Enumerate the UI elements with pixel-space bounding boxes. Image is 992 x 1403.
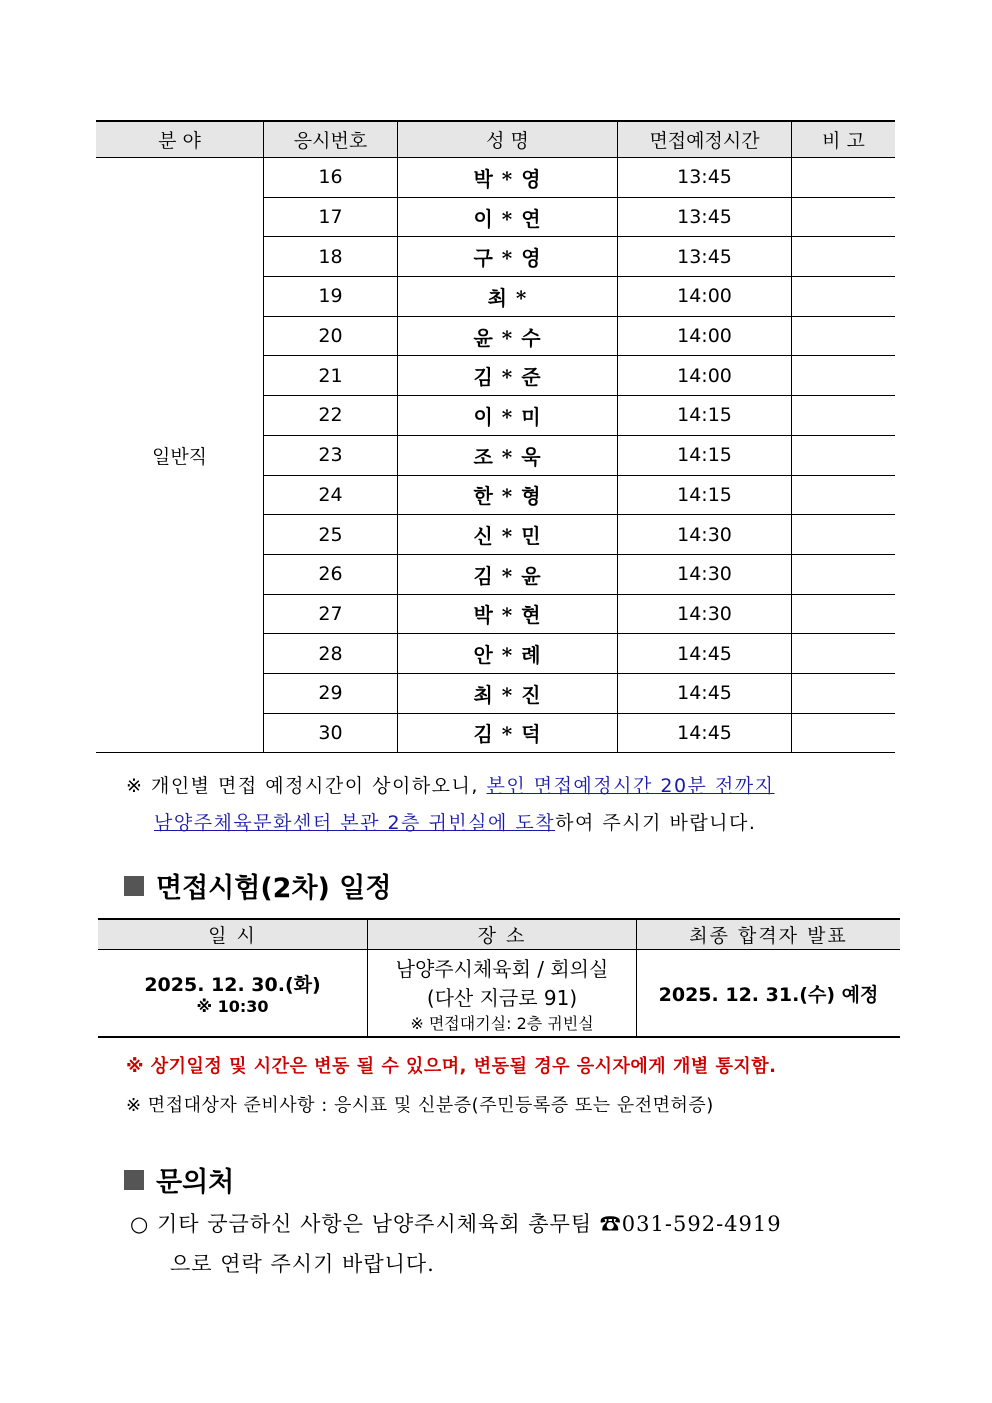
applicant-name: 구 * 영: [398, 237, 618, 277]
interview-time: 14:30: [618, 594, 792, 634]
remark: [792, 435, 896, 475]
header-field: 분 야: [96, 121, 264, 158]
change-warning: ※ 상기일정 및 시간은 변동 될 수 있으며, 변동될 경우 응시자에게 개별 통지함.: [126, 1056, 777, 1077]
interview-time: 14:30: [618, 554, 792, 594]
applicant-number: 29: [264, 673, 398, 713]
applicant-name: 김 * 덕: [398, 713, 618, 753]
interview-time: 13:45: [618, 158, 792, 198]
interview-time: 14:00: [618, 356, 792, 396]
applicant-number: 23: [264, 435, 398, 475]
applicant-number: 28: [264, 634, 398, 674]
applicant-number: 21: [264, 356, 398, 396]
interview-time: 14:15: [618, 475, 792, 515]
applicant-number: 30: [264, 713, 398, 753]
applicant-number: 24: [264, 475, 398, 515]
interview-time: 14:00: [618, 316, 792, 356]
place-line-3: ※ 면접대기실: 2층 귀빈실: [410, 1013, 594, 1033]
applicant-number: 26: [264, 554, 398, 594]
schedule-announce: 2025. 12. 31.(수) 예정: [637, 950, 901, 1038]
applicant-number: 19: [264, 277, 398, 317]
applicant-name: 이 * 미: [398, 396, 618, 436]
schedule-section-heading: [124, 866, 391, 905]
contact-line-1: ○ 기타 궁금하신 사항은 남양주시체육회 총무팀 ☎031-592-4919: [130, 1212, 782, 1236]
header-place: 장 소: [368, 919, 637, 950]
header-time: 면접예정시간: [618, 121, 792, 158]
interview-time: 14:30: [618, 515, 792, 555]
remark: [792, 277, 896, 317]
remark: [792, 673, 896, 713]
applicant-number: 17: [264, 197, 398, 237]
applicant-number: 22: [264, 396, 398, 436]
remark: [792, 634, 896, 674]
interview-time: 13:45: [618, 197, 792, 237]
remark: [792, 475, 896, 515]
square-bullet-icon: [124, 876, 144, 896]
remark: [792, 237, 896, 277]
applicant-name: 김 * 준: [398, 356, 618, 396]
applicant-name: 조 * 욱: [398, 435, 618, 475]
applicant-name: 박 * 영: [398, 158, 618, 198]
applicant-number: 16: [264, 158, 398, 198]
schedule-datetime: [98, 950, 368, 1038]
interview-time: 14:45: [618, 673, 792, 713]
applicant-number: 20: [264, 316, 398, 356]
applicant-name: 김 * 윤: [398, 554, 618, 594]
table-row: [96, 158, 895, 198]
remark: [792, 316, 896, 356]
applicant-number: 25: [264, 515, 398, 555]
header-datetime: 일 시: [98, 919, 368, 950]
interview-time: 14:45: [618, 713, 792, 753]
contact-line-2: 으로 연락 주시기 바랍니다.: [170, 1252, 435, 1276]
applicant-number: 18: [264, 237, 398, 277]
interview-time: 14:15: [618, 396, 792, 436]
arrival-notice: [126, 768, 901, 842]
interview-time: 13:45: [618, 237, 792, 277]
remark: [792, 515, 896, 555]
schedule-title: 면접시험(2차) 일정: [156, 873, 392, 904]
remark: [792, 554, 896, 594]
interview-time: 14:00: [618, 277, 792, 317]
schedule-time: ※ 10:30: [196, 997, 269, 1016]
remark: [792, 158, 896, 198]
field-cell: 일반직: [96, 158, 264, 753]
contact-title: 문의처: [156, 1167, 235, 1198]
notice-suffix: 하여 주시기 바랍니다.: [555, 812, 757, 834]
remark: [792, 396, 896, 436]
remark: [792, 594, 896, 634]
place-line-1: 남양주시체육회 / 회의실: [395, 956, 609, 981]
schedule-place: [368, 950, 637, 1038]
interview-time: 14:45: [618, 634, 792, 674]
place-line-2: (다산 지금로 91): [426, 985, 578, 1010]
header-name: 성 명: [398, 121, 618, 158]
applicant-name: 신 * 민: [398, 515, 618, 555]
applicant-name: 이 * 연: [398, 197, 618, 237]
notice-highlight-2: 남양주체육문화센터 본관 2층 귀빈실에 도착: [154, 812, 556, 834]
applicant-name: 최 * 진: [398, 673, 618, 713]
contact-info: [130, 1204, 910, 1284]
remark: [792, 197, 896, 237]
header-announce: 최종 합격자 발표: [637, 919, 901, 950]
applicant-name: 한 * 형: [398, 475, 618, 515]
preparation-note: ※ 면접대상자 준비사항 : 응시표 및 신분증(주민등록증 또는 운전면허증): [126, 1095, 714, 1116]
remark: [792, 356, 896, 396]
interview-schedule-table: [96, 120, 895, 753]
applicant-name: 안 * 례: [398, 634, 618, 674]
header-number: 응시번호: [264, 121, 398, 158]
notice-highlight-1: 본인 면접예정시간 20분 전까지: [486, 775, 775, 797]
applicant-name: 최 *: [398, 277, 618, 317]
applicant-name: 윤 * 수: [398, 316, 618, 356]
interview-time: 14:15: [618, 435, 792, 475]
square-bullet-icon: [124, 1170, 144, 1190]
remark: [792, 713, 896, 753]
schedule-date: 2025. 12. 30.(화): [144, 974, 321, 996]
notice-prefix: ※ 개인별 면접 예정시간이 상이하오니,: [126, 775, 487, 797]
contact-section-heading: [124, 1160, 234, 1199]
table-header-row: [96, 121, 895, 158]
applicant-name: 박 * 현: [398, 594, 618, 634]
schedule-table: [98, 918, 900, 1038]
applicant-number: 27: [264, 594, 398, 634]
header-note: 비 고: [792, 121, 896, 158]
